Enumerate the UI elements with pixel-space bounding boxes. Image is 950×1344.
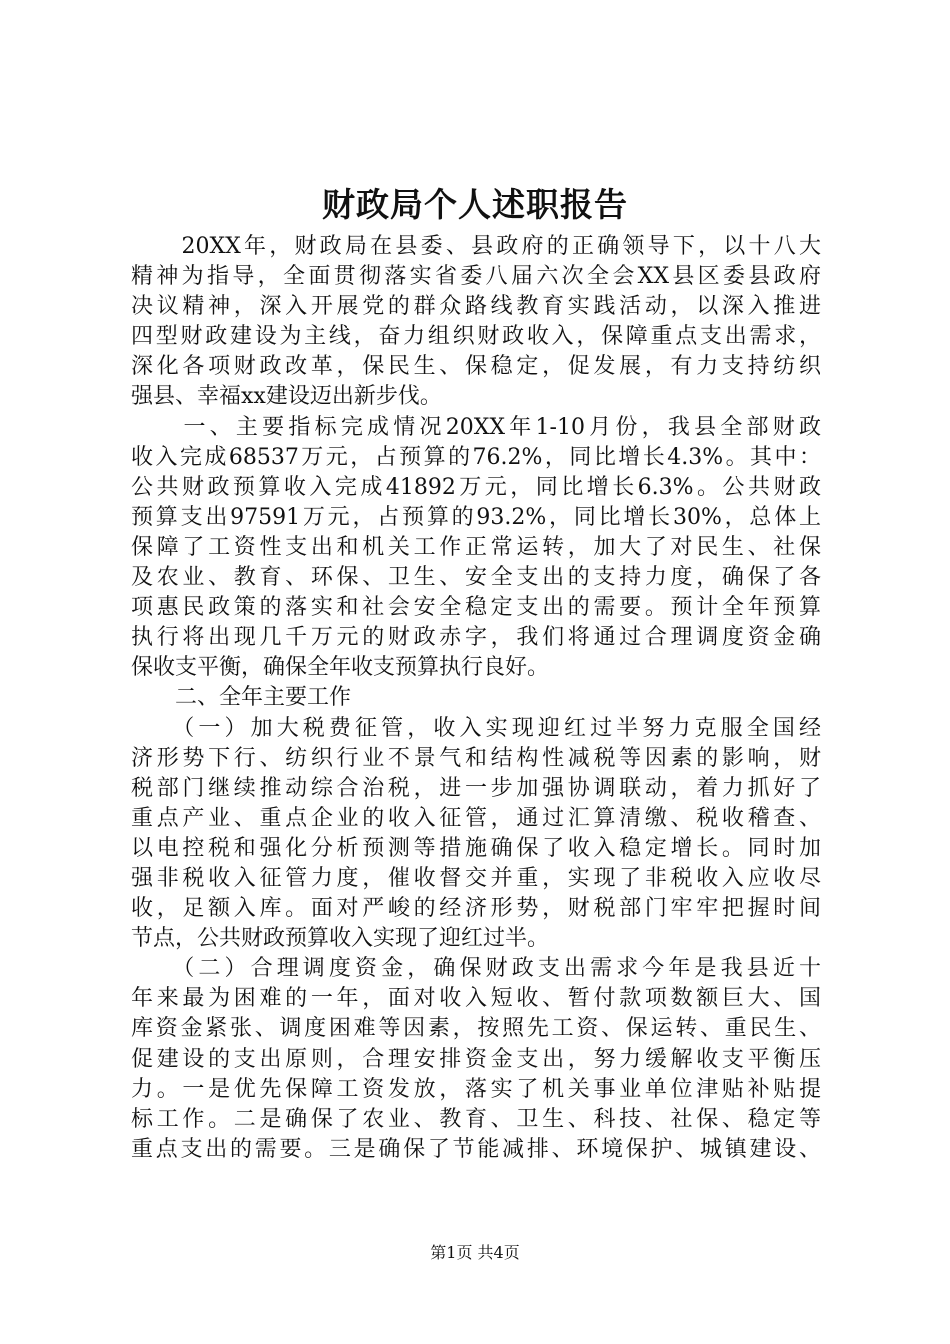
body-line: （二）合理调度资金，确保财政支出需求今年是我县近十 xyxy=(131,956,821,982)
body-line: 以电控税和强化分析预测等措施确保了收入稳定增长。同时加 xyxy=(131,835,821,861)
document-title: 财政局个人述职报告 xyxy=(322,185,628,224)
body-line: 项惠民政策的落实和社会安全稳定支出的需要。预计全年预算 xyxy=(131,595,821,621)
body-line: 及农业、教育、环保、卫生、安全支出的支持力度，确保了各 xyxy=(131,565,821,591)
body-line: 四型财政建设为主线，奋力组织财政收入，保障重点支出需求， xyxy=(131,324,821,350)
body-line: 重点产业、重点企业的收入征管，通过汇算清缴、税收稽查、 xyxy=(131,805,821,831)
body-line: 库资金紧张、调度困难等因素，按照先工资、保运转、重民生、 xyxy=(131,1016,821,1042)
body-line: 济形势下行、纺织行业不景气和结构性减税等因素的影响，财 xyxy=(131,745,821,771)
page-number-footer: 第1页 共4页 xyxy=(430,1243,520,1262)
body-line: 重点支出的需要。三是确保了节能减排、环境保护、城镇建设、 xyxy=(131,1136,821,1162)
body-line: 强县、幸福xx建设迈出新步伐。 xyxy=(131,384,442,410)
body-line: 公共财政预算收入完成41892万元，同比增长6.3%。公共财政 xyxy=(131,474,821,500)
body-line: 20XX年，财政局在县委、县政府的正确领导下，以十八大 xyxy=(131,234,821,259)
body-line: 一、主要指标完成情况20XX年1-10月份，我县全部财政 xyxy=(131,414,821,440)
body-line: 深化各项财政改革，保民生、保稳定，促发展，有力支持纺织 xyxy=(131,354,821,380)
body-line: 预算支出97591万元，占预算的93.2%，同比增长30%，总体上 xyxy=(131,504,821,530)
body-line: （一）加大税费征管，收入实现迎红过半努力克服全国经 xyxy=(131,715,821,741)
body-line: 精神为指导，全面贯彻落实省委八届六次全会XX县区委县政府 xyxy=(131,264,821,290)
document-body xyxy=(131,232,821,1165)
body-line: 年来最为困难的一年，面对收入短收、暂付款项数额巨大、国 xyxy=(131,986,821,1012)
body-line: 标工作。二是确保了农业、教育、卫生、科技、社保、稳定等 xyxy=(131,1106,821,1132)
body-line: 节点，公共财政预算收入实现了迎红过半。 xyxy=(131,926,550,952)
body-line: 保障了工资性支出和机关工作正常运转，加大了对民生、社保 xyxy=(131,534,821,560)
body-line: 二、全年主要工作 xyxy=(131,685,352,711)
body-line: 税部门继续推动综合治税，进一步加强协调联动，着力抓好了 xyxy=(131,775,821,801)
body-line: 决议精神，深入开展党的群众路线教育实践活动，以深入推进 xyxy=(131,294,821,320)
body-line: 收，足额入库。面对严峻的经济形势，财税部门牢牢把握时间 xyxy=(131,896,821,922)
body-line: 强非税收入征管力度，催收督交并重，实现了非税收入应收尽 xyxy=(131,865,821,891)
body-line: 力。一是优先保障工资发放，落实了机关事业单位津贴补贴提 xyxy=(131,1076,821,1102)
body-line: 保收支平衡，确保全年收支预算执行良好。 xyxy=(131,655,550,681)
body-line: 促建设的支出原则，合理安排资金支出，努力缓解收支平衡压 xyxy=(131,1046,821,1072)
body-line: 收入完成68537万元，占预算的76.2%，同比增长4.3%。其中： xyxy=(131,444,821,470)
body-line: 执行将出现几千万元的财政赤字，我们将通过合理调度资金确 xyxy=(131,625,821,651)
